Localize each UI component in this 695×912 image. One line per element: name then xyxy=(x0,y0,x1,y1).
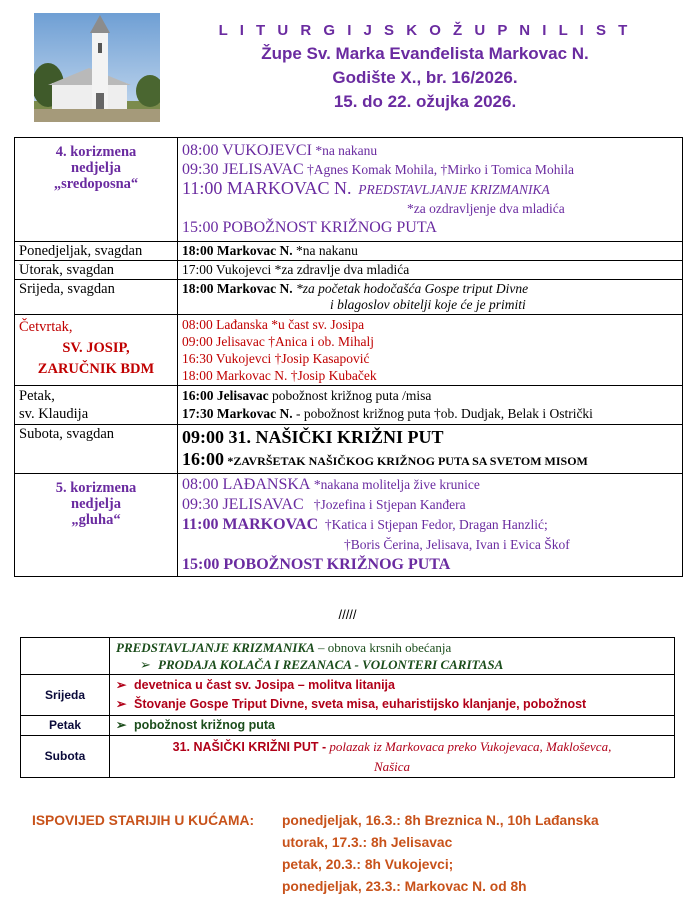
ann-label-friday: Petak xyxy=(21,716,110,736)
row-friday xyxy=(15,386,683,425)
events-tuesday: 17:00 Vukojevci *za zdravlje dva mladića xyxy=(178,261,683,280)
day-saturday: Subota, svagdan xyxy=(15,425,178,474)
events-friday: 16:00 Jelisavac pobožnost križnog puta /misa 17:30 Markovac N. - pobožnost križnog puta †ob. Dudjak, Belak i Ostrički xyxy=(178,386,683,425)
row-monday xyxy=(15,242,683,261)
section-separator: ///// xyxy=(338,607,357,622)
events-wednesday: 18:00 Markovac N. *za početak hodočašća Gospe triput Divne i blagoslov obitelji koje će je primiti xyxy=(178,280,683,315)
day-sunday-5: 5. korizmena nedjelja „gluha“ xyxy=(15,474,178,577)
bulletin-title: L I T U R G I J S K O Ž U P N I L I S T xyxy=(218,22,632,39)
ann-row-confirmation xyxy=(21,638,675,675)
row-wednesday xyxy=(15,280,683,315)
ann-row-saturday xyxy=(21,736,675,778)
parish-name: Župe Sv. Marka Evanđelista Markovac N. xyxy=(261,44,589,63)
row-tuesday xyxy=(15,261,683,280)
day-friday: Petak, sv. Klaudija xyxy=(15,386,178,425)
day-monday: Ponedjeljak, svagdan xyxy=(15,242,178,261)
ann-confirmation: PREDSTAVLJANJE KRIZMANIKA – obnova krsnih obećanja ➢ PRODAJA KOLAČA I REZANACA - VOLONTERI CARITASA xyxy=(110,638,675,675)
date-range: 15. do 22. ožujka 2026. xyxy=(333,92,517,111)
church-photo xyxy=(34,13,160,122)
ann-saturday: 31. NAŠIČKI KRIŽNI PUT - polazak iz Markovaca preko Vukojevaca, Makloševca, Našica xyxy=(110,736,675,778)
row-thursday xyxy=(15,315,683,386)
ann-wednesday: ➢ devetnica u čast sv. Josipa – molitva litanija ➢ Štovanje Gospe Triput Divne, sveta misa, euharistijsko klanjanje, pobožnost xyxy=(110,675,675,716)
day-wednesday: Srijeda, svagdan xyxy=(15,280,178,315)
day-tuesday: Utorak, svagdan xyxy=(15,261,178,280)
ann-label-saturday: Subota xyxy=(21,736,110,778)
events-sunday-5: 08:00 LAĐANSKA *nakana molitelja žive krunice 09:30 JELISAVAC †Jozefina i Stjepan Kanđera 11:00 MARKOVAC †Katica i Stjepan Fedor, Dragan Hanzlić; †Boris Čerina, Jelisava, Ivan i Evica Škof 15:00 POBOŽNOST KRIŽNOG PUTA xyxy=(178,474,683,577)
ann-row-friday xyxy=(21,716,675,736)
row-saturday xyxy=(15,425,683,474)
confession-line: utorak, 17.3.: 8h Jelisavac xyxy=(282,835,453,850)
row-sunday-5 xyxy=(15,474,683,577)
bulletin-header xyxy=(180,22,670,114)
events-sunday-4: 08:00 VUKOJEVCI *na nakanu 09:30 JELISAVAC †Agnes Komak Mohila, †Mirko i Tomica Mohila 11:00 MARKOVAC N. PREDSTAVLJANJE KRIZMANIKA *za ozdravljenje dva mladića 15:00 POBOŽNOST KRIŽNOG PUTA xyxy=(178,138,683,242)
confession-line: ponedjeljak, 23.3.: Markovac N. od 8h xyxy=(282,879,527,894)
confession-schedule xyxy=(32,810,599,898)
mass-schedule-table xyxy=(14,137,683,577)
ann-label-wednesday: Srijeda xyxy=(21,675,110,716)
issue-number: Godište X., br. 16/2026. xyxy=(332,68,518,87)
announcements-table xyxy=(20,637,675,778)
day-sunday-4: 4. korizmena nedjelja „sredoposna“ xyxy=(15,138,178,242)
day-thursday: Četvrtak, SV. JOSIP, ZARUČNIK BDM xyxy=(15,315,178,386)
row-sunday-4 xyxy=(15,138,683,242)
confession-label: ISPOVIJED STARIJIH U KUĆAMA: xyxy=(32,813,255,828)
confession-line: petak, 20.3.: 8h Vukojevci; xyxy=(282,857,454,872)
confession-line: ponedjeljak, 16.3.: 8h Breznica N., 10h Lađanska xyxy=(282,813,599,828)
ann-row-wednesday xyxy=(21,675,675,716)
events-saturday: 09:00 31. NAŠIČKI KRIŽNI PUT 16:00 *ZAVRŠETAK NAŠIČKOG KRIŽNOG PUTA SA SVETOM MISOM xyxy=(178,425,683,474)
ann-friday: ➢ pobožnost križnog puta xyxy=(110,716,675,736)
events-thursday: 08:00 Lađanska *u čast sv. Josipa 09:00 Jelisavac †Anica i ob. Mihalj 16:30 Vukojevci †Josip Kasapović 18:00 Markovac N. †Josip Kubaček xyxy=(178,315,683,386)
events-monday: 18:00 Markovac N. *na nakanu xyxy=(178,242,683,261)
